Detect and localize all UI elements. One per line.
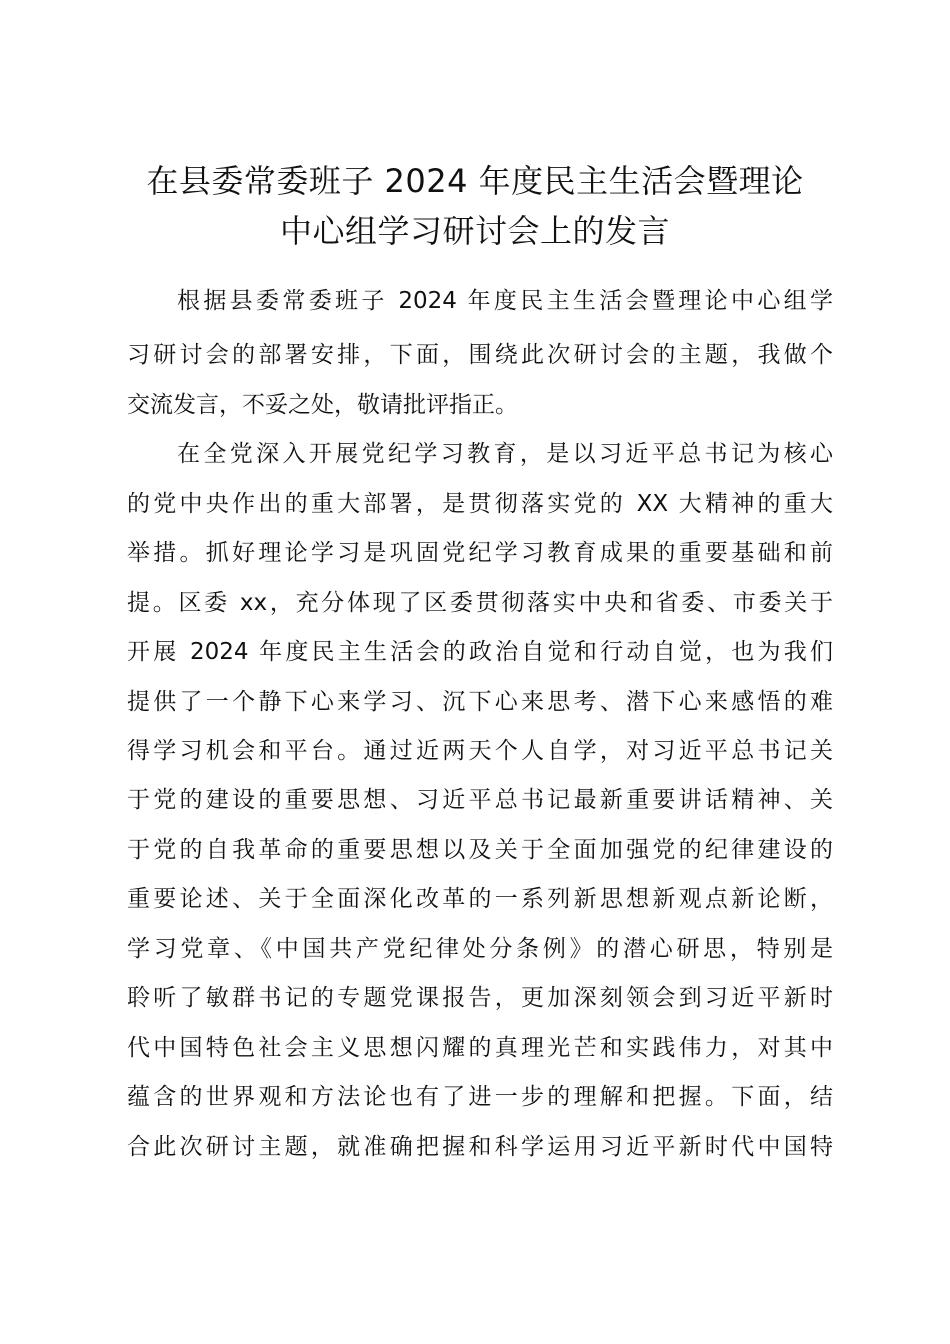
title-line-1: 在县委常委班子 2024 年度民主生活会暨理论: [146, 162, 804, 200]
paragraph-1-line: 习研讨会的部署安排，下面，围绕此次研讨会的主题，我做个: [127, 342, 833, 368]
paragraph-2-line: 重要论述、关于全面深化改革的一系列新思想新观点新论断，: [127, 886, 833, 912]
paragraph-2-line: 学习党章、《中国共产党纪律处分条例》的潜心研思，特别是: [127, 936, 833, 962]
paragraph-2-line: 的党中央作出的重大部署，是贯彻落实党的 XX 大精神的重大: [127, 491, 833, 517]
paragraph-2-line: 得学习机会和平台。通过近两天个人自学，对习近平总书记关: [127, 738, 833, 764]
paragraph-2-line: 聆听了敏群书记的专题党课报告，更加深刻领会到习近平新时: [127, 985, 833, 1011]
paragraph-1-line: 交流发言，不妥之处，敬请批评指正。: [127, 392, 518, 418]
document-title: [118, 156, 832, 256]
paragraph-2-line: 合此次研讨主题，就准确把握和科学运用习近平新时代中国特: [127, 1134, 833, 1160]
paragraph-2-line: 开展 2024 年度民主生活会的政治自觉和行动自觉，也为我们: [127, 639, 833, 665]
paragraph-2-line: 于党的建设的重要思想、习近平总书记最新重要讲话精神、关: [127, 787, 833, 813]
paragraph-2-line: 举措。抓好理论学习是巩固党纪学习教育成果的重要基础和前: [127, 540, 833, 566]
paragraph-2-line: 提供了一个静下心来学习、沉下心来思考、潜下心来感悟的难: [127, 689, 833, 715]
paragraph-2-line: 代中国特色社会主义思想闪耀的真理光芒和实践伟力，对其中: [127, 1035, 833, 1061]
paragraph-2-line: 在全党深入开展党纪学习教育，是以习近平总书记为核心: [177, 441, 833, 467]
paragraph-1-line: 根据县委常委班子 2024 年度民主生活会暨理论中心组学: [177, 288, 833, 314]
paragraph-2-line: 于党的自我革命的重要思想以及关于全面加强党的纪律建设的: [127, 837, 833, 863]
title-line-2: 中心组学习研讨会上的发言: [279, 212, 670, 250]
paragraph-2-line: 蕴含的世界观和方法论也有了进一步的理解和把握。下面，结: [127, 1084, 833, 1110]
paragraph-2-line: 提。区委 xx，充分体现了区委贯彻落实中央和省委、市委关于: [127, 590, 833, 616]
